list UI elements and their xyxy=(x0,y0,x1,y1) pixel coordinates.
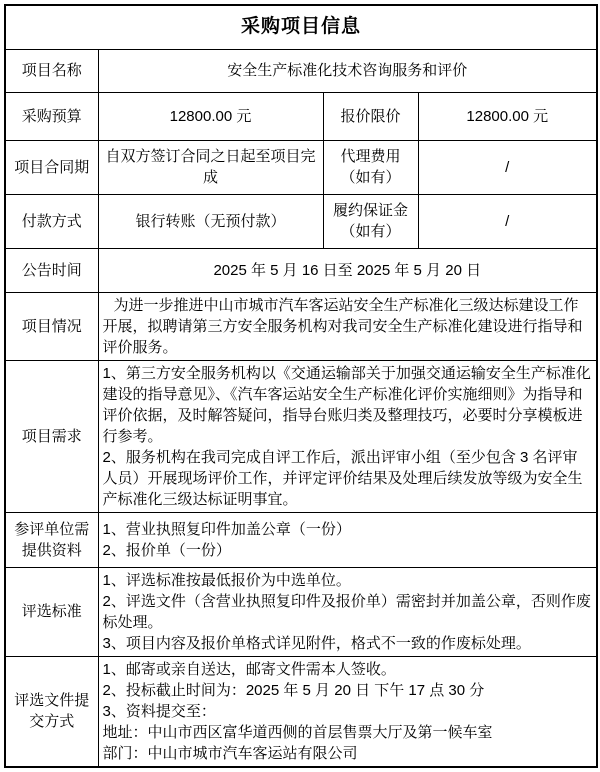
submission-item-2: 2、投标截止时间为：2025 年 5 月 20 日 下午 17 点 30 分 xyxy=(102,681,485,699)
quote-limit-label: 报价限价 xyxy=(323,92,418,140)
selection-criteria-label: 评选标准 xyxy=(5,567,98,656)
budget-value: 12800.00 元 xyxy=(98,92,323,140)
row-budget xyxy=(5,92,597,140)
row-project-overview xyxy=(5,292,597,360)
requirement-item-2: 2、服务机构在我司完成自评工作后，派出评审小组（至少包含 3 名评审人员）开展现场评价工作，并评定评价结果及处理后续发放等级为安全生产标准化三级达标证明事宜。 xyxy=(102,448,583,508)
announcement-time-label: 公告时间 xyxy=(5,248,98,292)
row-project-requirements xyxy=(5,360,597,512)
submission-method-label: 评选文件提交方式 xyxy=(5,656,98,767)
row-project-name xyxy=(5,49,597,92)
requirement-item-1: 1、第三方安全服务机构以《交通运输部关于加强交通运输安全生产标准化建设的指导意见》、《汽车客运站安全生产标准化评价实施细则》为指导和评价依据，及时解答疑问，指导台账归类及整理技巧，必要时分享模板进行参考。 xyxy=(102,364,591,445)
performance-bond-value: / xyxy=(418,194,597,248)
row-payment xyxy=(5,194,597,248)
overview-paragraph: 为进一步推进中山市城市汽车客运站安全生产标准化三级达标建设工作开展，拟聘请第三方安全服务机构对我司安全生产标准化建设进行指导和评价服务。 xyxy=(102,296,583,356)
agency-fee-label: 代理费用（如有） xyxy=(323,140,418,194)
criteria-item-1: 1、评选标准按最低报价为中选单位。 xyxy=(102,571,351,589)
row-contract-period xyxy=(5,140,597,194)
submission-address: 地址：中山市西区富华道西侧的首层售票大厅及第一候车室 xyxy=(102,723,493,741)
submission-method-content xyxy=(98,656,597,767)
materials-required-content xyxy=(98,512,597,567)
performance-bond-label: 履约保证金（如有） xyxy=(323,194,418,248)
payment-value: 银行转账（无预付款） xyxy=(98,194,323,248)
material-item-2: 2、报价单（一份） xyxy=(102,541,231,559)
row-materials-required xyxy=(5,512,597,567)
row-submission-method xyxy=(5,656,597,767)
announcement-time-value: 2025 年 5 月 16 日至 2025 年 5 月 20 日 xyxy=(98,248,597,292)
budget-label: 采购预算 xyxy=(5,92,98,140)
project-name-value: 安全生产标准化技术咨询服务和评价 xyxy=(98,49,597,92)
project-name-label: 项目名称 xyxy=(5,49,98,92)
contract-period-label: 项目合同期 xyxy=(5,140,98,194)
contract-period-value: 自双方签订合同之日起至项目完成 xyxy=(98,140,323,194)
submission-item-3: 3、资料提交至： xyxy=(102,702,216,720)
submission-item-1: 1、邮寄或亲自送达，邮寄文件需本人签收。 xyxy=(102,660,396,678)
table-title: 采购项目信息 xyxy=(5,5,597,49)
agency-fee-value: / xyxy=(418,140,597,194)
payment-label: 付款方式 xyxy=(5,194,98,248)
procurement-info-table xyxy=(4,4,598,768)
project-overview-content xyxy=(98,292,597,360)
submission-department: 部门：中山市城市汽车客运站有限公司 xyxy=(102,744,358,762)
criteria-item-2: 2、评选文件（含营业执照复印件及报价单）需密封并加盖公章，否则作废标处理。 xyxy=(102,592,591,631)
selection-criteria-content xyxy=(98,567,597,656)
material-item-1: 1、营业执照复印件加盖公章（一份） xyxy=(102,520,351,538)
project-requirements-content xyxy=(98,360,597,512)
row-announcement-time xyxy=(5,248,597,292)
materials-required-label: 参评单位需提供资料 xyxy=(5,512,98,567)
project-overview-label: 项目情况 xyxy=(5,292,98,360)
header-row xyxy=(5,5,597,49)
quote-limit-value: 12800.00 元 xyxy=(418,92,597,140)
criteria-item-3: 3、项目内容及报价单格式详见附件，格式不一致的作废标处理。 xyxy=(102,634,531,652)
project-requirements-label: 项目需求 xyxy=(5,360,98,512)
row-selection-criteria xyxy=(5,567,597,656)
